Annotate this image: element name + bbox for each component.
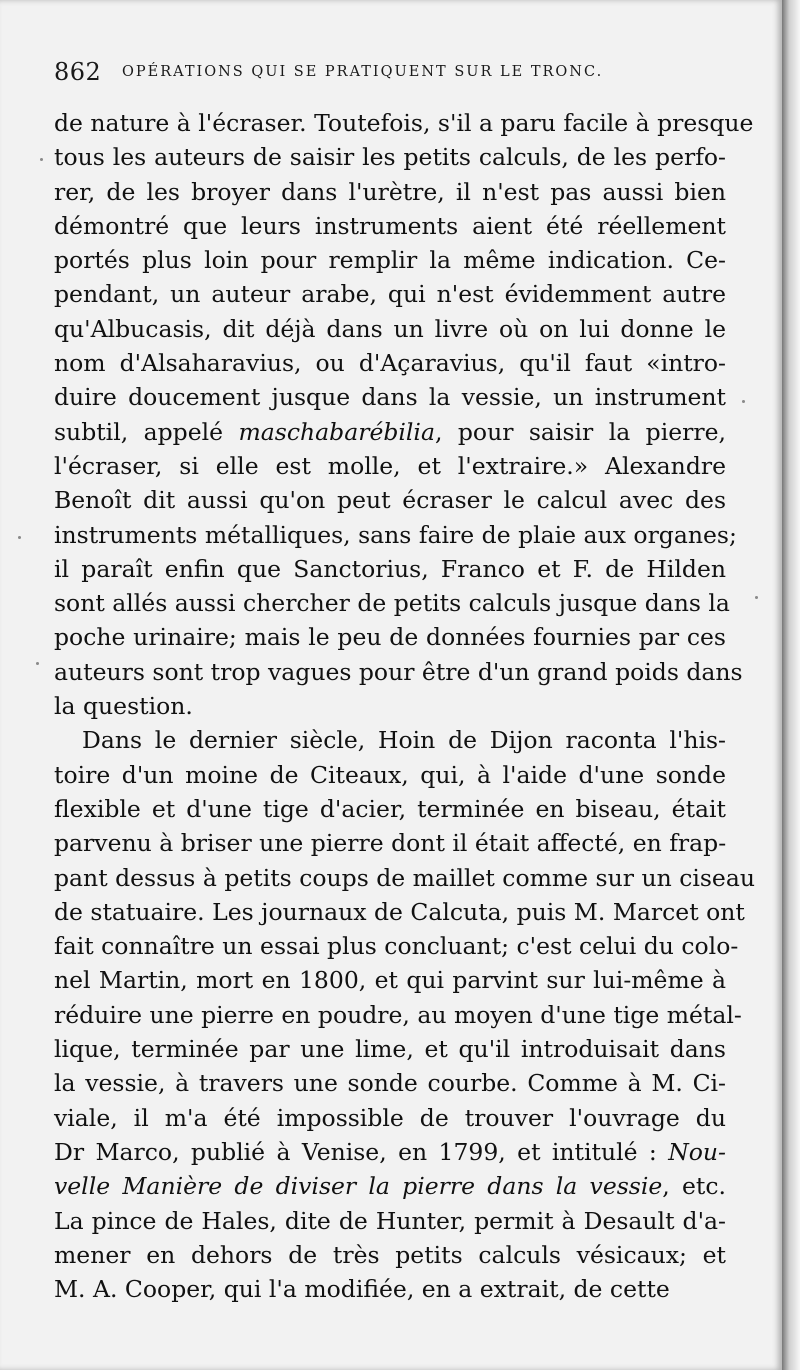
text-line: la question. <box>54 692 193 721</box>
text-line: de statuaire. Les journaux de Calcuta, puis M. Marcet ont <box>54 897 745 926</box>
print-speck <box>36 662 39 665</box>
text-line: flexible et d'une tige d'acier, terminée en biseau, était <box>54 794 726 823</box>
text-line: Benoît dit aussi qu'on peut écraser le calcul avec des <box>54 486 726 515</box>
text-line: pant dessus à petits coups de maillet comme sur un ciseau <box>54 863 755 892</box>
text-line: la vessie, à travers une sonde courbe. Comme à M. Ci- <box>54 1069 726 1098</box>
text-segment: Dr Marco, publié à Venise, en 1799, et intitulé : <box>54 1137 669 1166</box>
text-line: rer, de les broyer dans l'urètre, il n'est pas aussi bien <box>54 177 726 206</box>
text-line: qu'Albucasis, dit déjà dans un livre où on lui donne le <box>54 314 726 343</box>
text-line: pendant, un auteur arabe, qui n'est évidemment autre <box>54 280 726 309</box>
text-line <box>54 415 726 449</box>
text-line: il paraît enfin que Sanctorius, Franco et F. de Hilden <box>54 554 726 583</box>
page-header <box>54 58 726 92</box>
text-line: instruments métalliques, sans faire de plaie aux organes; <box>54 520 737 549</box>
text-line: poche urinaire; mais le peu de données fournies par ces <box>54 623 726 652</box>
body-text <box>54 106 755 1306</box>
text-segment: , pour saisir la pierre, <box>434 417 726 446</box>
text-segment: subtil, appelé <box>54 417 239 446</box>
running-head: OPÉRATIONS QUI SE PRATIQUENT SUR LE TRONC. <box>122 64 604 80</box>
text-line: La pince de Hales, dite de Hunter, permit à Desault d'a- <box>54 1206 726 1235</box>
text-line: réduire une pierre en poudre, au moyen d'une tige métal- <box>54 1000 742 1029</box>
text-line <box>54 1169 726 1203</box>
print-speck <box>40 158 43 161</box>
text-line: auteurs sont trop vagues pour être d'un grand poids dans <box>54 657 743 686</box>
text-line: tous les auteurs de saisir les petits calculs, de les perfo- <box>54 143 726 172</box>
text-line: nel Martin, mort en 1800, et qui parvint sur lui-même à <box>54 966 726 995</box>
text-segment: , etc. <box>662 1172 726 1201</box>
italic-text: Nou- <box>668 1137 726 1166</box>
print-speck <box>755 596 758 599</box>
page-edge <box>782 0 800 1370</box>
text-line: démontré que leurs instruments aient été réellement <box>54 211 726 240</box>
text-line: portés plus loin pour remplir la même indication. Ce- <box>54 246 726 275</box>
print-speck <box>18 536 21 539</box>
print-speck <box>742 400 745 403</box>
text-line: parvenu à briser une pierre dont il était affecté, en frap- <box>54 829 727 858</box>
text-line: nom d'Alsaharavius, ou d'Açaravius, qu'il faut «intro- <box>54 349 726 378</box>
text-line <box>54 1135 726 1169</box>
text-line: duire doucement jusque dans la vessie, un instrument <box>54 383 726 412</box>
text-line: sont allés aussi chercher de petits calculs jusque dans la <box>54 589 730 618</box>
text-line: Dans le dernier siècle, Hoin de Dijon raconta l'his- <box>82 726 726 755</box>
page-number: 862 <box>54 58 102 86</box>
text-line: l'écraser, si elle est molle, et l'extraire.» Alexandre <box>54 451 726 480</box>
text-line: viale, il m'a été impossible de trouver l'ouvrage du <box>54 1103 726 1132</box>
text-line: lique, terminée par une lime, et qu'il introduisait dans <box>54 1035 726 1064</box>
text-line: M. A. Cooper, qui l'a modifiée, en a extrait, de cette <box>54 1275 670 1304</box>
text-line: toire d'un moine de Citeaux, qui, à l'aide d'une sonde <box>54 760 726 789</box>
text-line: de nature à l'écraser. Toutefois, s'il a paru facile à presque <box>54 109 754 137</box>
italic-text: maschabarébilia <box>238 417 435 446</box>
italic-text: velle Manière de diviser la pierre dans la vessie <box>54 1172 663 1201</box>
text-line: fait connaître un essai plus concluant; c'est celui du colo- <box>54 932 739 961</box>
text-line: mener en dehors de très petits calculs vésicaux; et <box>54 1240 726 1269</box>
